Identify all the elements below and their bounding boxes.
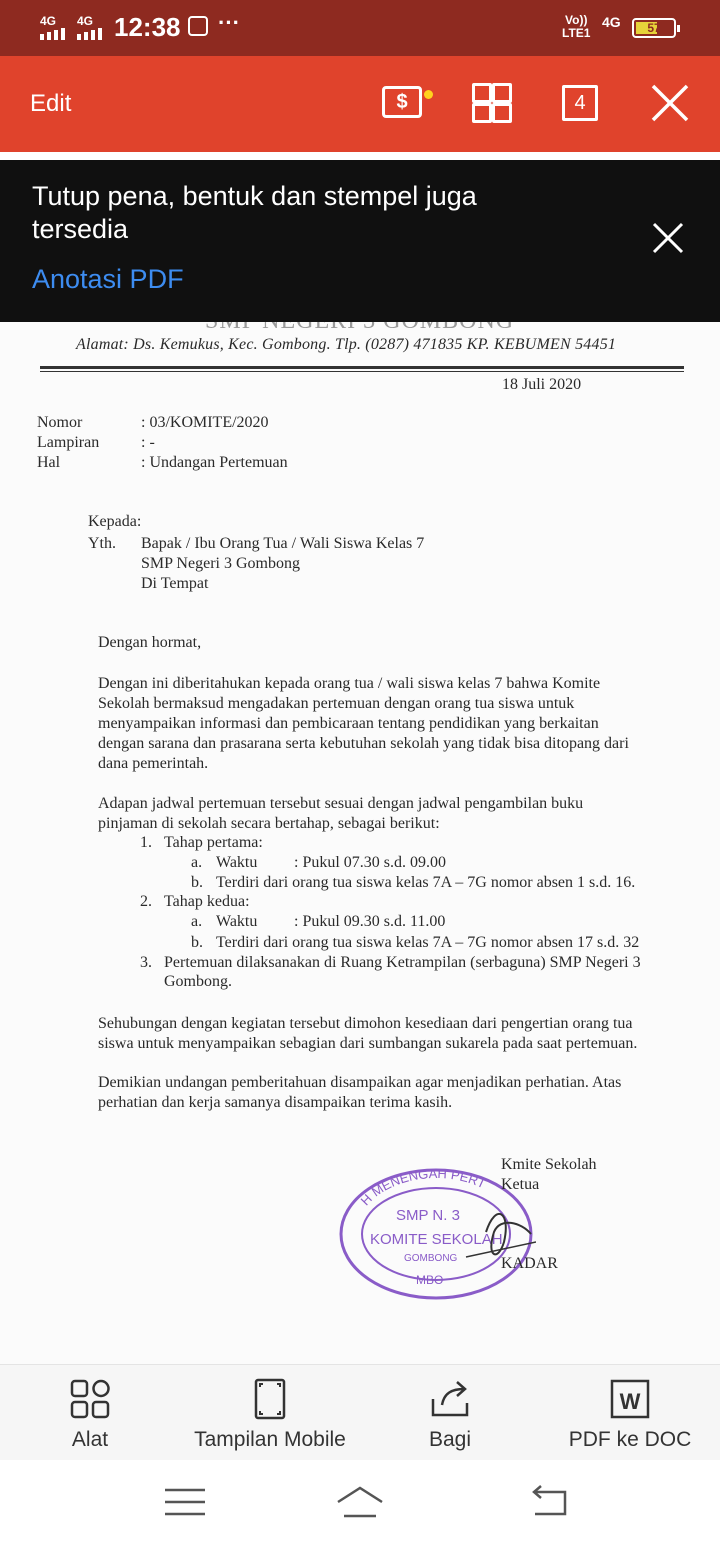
signature-org: Kmite Sekolah	[501, 1156, 597, 1173]
volte-top: Vo))	[565, 13, 588, 27]
battery-icon	[632, 18, 676, 38]
recipient-kepada: Kepada:	[88, 513, 142, 530]
signal-2-label: 4G	[77, 14, 94, 28]
para1-line: Dengan ini diberitahukan kepada orang tua / wali siswa kelas 7 bahwa Komite	[98, 675, 601, 692]
home-icon[interactable]	[335, 1484, 385, 1520]
share-label: Bagi	[428, 1428, 472, 1451]
tools-button[interactable]	[0, 1365, 180, 1461]
recipient-line3: Di Tempat	[141, 575, 209, 592]
recipient-line1: Bapak / Ibu Orang Tua / Wali Siswa Kelas 7	[141, 535, 425, 552]
signature-name: KADAR	[501, 1255, 558, 1272]
signal-1-icon	[40, 28, 72, 40]
signal-1-label: 4G	[40, 14, 57, 28]
list-2b-number: b.	[191, 934, 203, 951]
volte-bottom: LTE1	[562, 26, 591, 40]
field-label-nomor: Nomor	[37, 414, 83, 431]
para3-line: Sehubungan dengan kegiatan tersebut dimohon kesediaan dari pengertian orang tua	[98, 1015, 633, 1032]
system-nav-bar	[0, 1460, 720, 1544]
notification-icon	[188, 16, 208, 36]
grid-icon	[472, 83, 492, 103]
para2-line: Adapan jadwal pertemuan tersebut sesuai dengan jadwal pengambilan buku	[98, 795, 584, 812]
close-tooltip-icon[interactable]	[648, 218, 688, 258]
list-1b-text: Terdiri dari orang tua siswa kelas 7A – 7G nomor absen 1 s.d. 16.	[216, 874, 636, 891]
field-label-lampiran: Lampiran	[37, 434, 100, 451]
recipient-line2: SMP Negeri 3 Gombong	[141, 555, 300, 572]
list-2a-label: Waktu	[216, 913, 258, 930]
mobile-view-icon	[250, 1379, 290, 1419]
list-2-title: Tahap kedua:	[164, 893, 250, 910]
para1-line: Sekolah bermaksud mengadakan pertemuan dengan orang tua siswa untuk	[98, 695, 575, 712]
field-label-hal: Hal	[37, 454, 61, 471]
top-toolbar	[0, 56, 720, 152]
list-2a-value: : Pukul 09.30 s.d. 11.00	[294, 913, 446, 930]
field-value-nomor: : 03/KOMITE/2020	[141, 414, 269, 431]
list-3-line1: Pertemuan dilaksanakan di Ruang Ketrampilan (serbaguna) SMP Negeri 3	[164, 954, 641, 971]
bottom-toolbar	[0, 1364, 720, 1461]
list-1-number: 1.	[140, 834, 152, 851]
edit-button[interactable]: Edit	[30, 90, 72, 117]
close-icon[interactable]	[648, 83, 692, 123]
menu-icon[interactable]	[160, 1484, 210, 1520]
list-1-title: Tahap pertama:	[164, 834, 263, 851]
mobile-view-button[interactable]	[180, 1365, 360, 1461]
pdf-to-doc-button[interactable]	[540, 1365, 720, 1461]
stamp-top-arc: H MENENGAH PERT	[357, 1165, 489, 1209]
para2-line: pinjaman di sekolah secara bertahap, sebagai berikut:	[98, 815, 440, 832]
para4-line: Demikian undangan pemberitahuan disampaikan agar menjadikan perhatian. Atas	[98, 1074, 622, 1091]
para3-line: siswa untuk menyampaikan sebagian dari sumbangan sukarela pada saat pertemuan.	[98, 1035, 638, 1052]
notification-dot	[424, 90, 433, 99]
list-1a-number: a.	[191, 854, 203, 871]
back-icon[interactable]	[525, 1484, 575, 1520]
stamp-city: GOMBONG	[404, 1253, 458, 1264]
para1-line: dengan sarana dan prasarana serta kebutuhan sekolah yang tidak bisa ditopang dari	[98, 735, 629, 752]
share-icon	[430, 1379, 470, 1419]
tools-label: Alat	[71, 1428, 109, 1451]
field-value-lampiran: : -	[141, 434, 155, 451]
page-count: 4	[562, 85, 598, 121]
network-type: 4G	[602, 14, 621, 30]
header-rule-thin	[40, 371, 684, 372]
list-1a-value: : Pukul 07.30 s.d. 09.00	[294, 854, 447, 871]
signature-role: Ketua	[501, 1176, 540, 1193]
svg-text:H MENENGAH PERT	[358, 1166, 489, 1208]
grid-view-button[interactable]	[472, 83, 516, 123]
tooltip-message: Tutup pena, bentuk dan stempel juga tersedia	[32, 181, 477, 244]
pdf-page[interactable]	[0, 322, 720, 1364]
more-notifications: ···	[218, 10, 240, 35]
greeting: Dengan hormat,	[98, 634, 202, 651]
feature-tooltip	[0, 160, 720, 322]
recipient-yth: Yth.	[88, 535, 116, 552]
page-count-button[interactable]	[562, 83, 606, 123]
list-2b-text: Terdiri dari orang tua siswa kelas 7A – 7G nomor absen 17 s.d. 32	[216, 934, 640, 951]
ticket-icon: $	[382, 86, 422, 118]
tools-grid-icon	[70, 1379, 110, 1419]
status-bar	[0, 0, 720, 56]
word-doc-letter: W	[619, 1389, 641, 1414]
word-doc-icon	[610, 1379, 650, 1419]
letter-date: 18 Juli 2020	[502, 376, 582, 393]
list-1a-label: Waktu	[216, 854, 258, 871]
list-2a-number: a.	[191, 913, 203, 930]
para1-line: menyampaikan informasi dan pembicaraan tentang pendidikan yang berkaitan	[98, 715, 599, 732]
annotate-pdf-link[interactable]: Anotasi PDF	[32, 264, 184, 294]
list-3-number: 3.	[140, 954, 152, 971]
mobile-view-label: Tampilan Mobile	[194, 1428, 346, 1451]
signal-2-icon	[77, 28, 109, 40]
field-value-hal: : Undangan Pertemuan	[141, 454, 288, 471]
list-1b-number: b.	[191, 874, 203, 891]
pdf-to-doc-label: PDF ke DOC	[568, 1428, 692, 1451]
volte-indicator	[562, 14, 590, 40]
para4-line: perhatian dan kerja samanya disampaikan terima kasih.	[98, 1094, 453, 1111]
battery-level: 57	[647, 21, 661, 35]
header-rule	[40, 366, 684, 369]
share-button[interactable]	[360, 1365, 540, 1461]
battery-cap	[677, 25, 680, 32]
address: Alamat: Ds. Kemukus, Kec. Gombong. Tlp. (0287) 471835 KP. KEBUMEN 54451	[76, 336, 617, 353]
clock: 12:38	[114, 12, 181, 42]
premium-ticket-button[interactable]	[382, 83, 426, 123]
list-3-line2: Gombong.	[164, 973, 232, 990]
list-2-number: 2.	[140, 893, 152, 910]
stamp-bottom: MBO	[416, 1273, 444, 1287]
stamp-committee: KOMITE SEKOLAH	[370, 1231, 503, 1248]
para1-line: dana pemerintah.	[98, 755, 209, 772]
stamp-school: SMP N. 3	[396, 1207, 460, 1224]
